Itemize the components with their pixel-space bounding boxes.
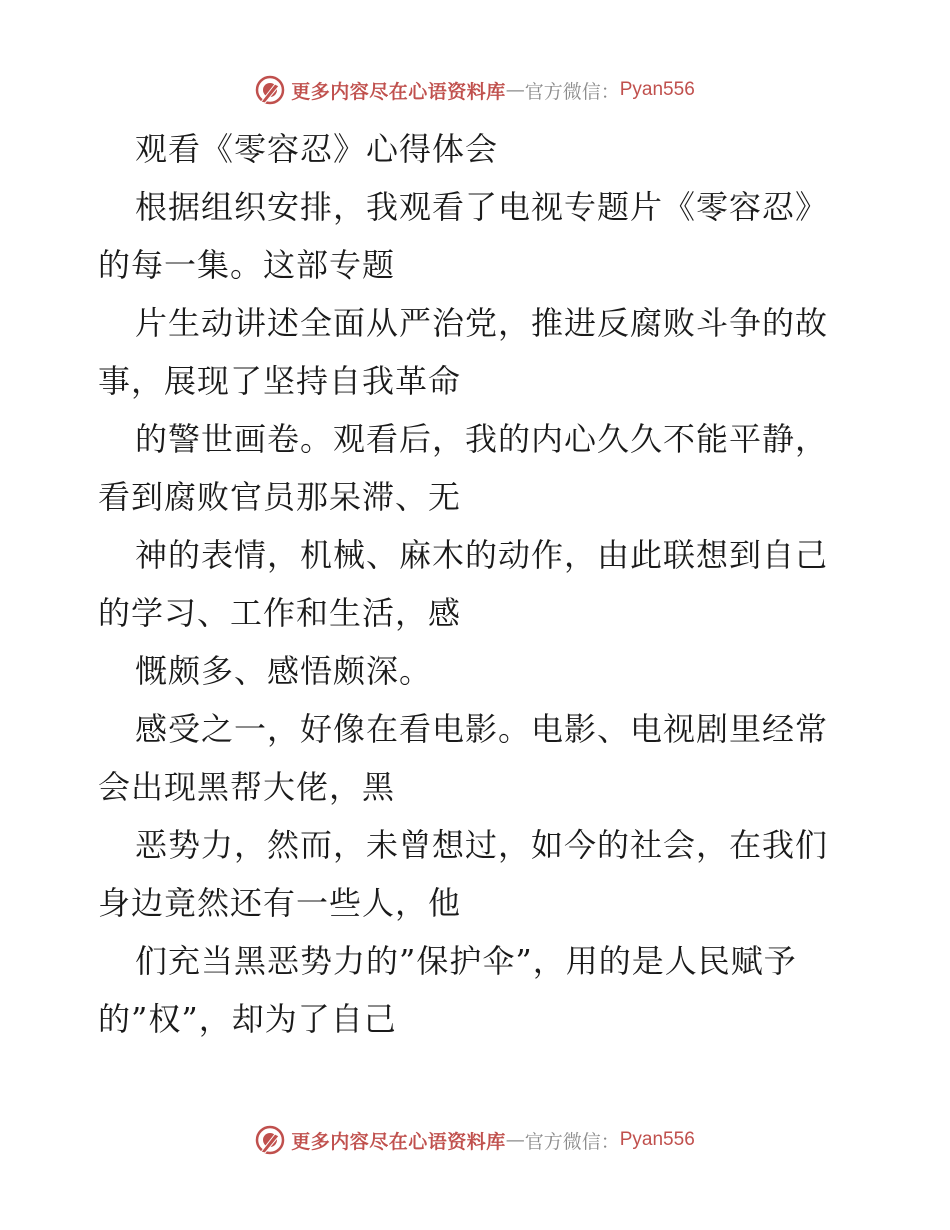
paragraph-line: 的每一集。这部专题 (98, 246, 396, 284)
paragraph-line: 感受之一，好像在看电影。电影、电视剧里经常 (135, 710, 829, 748)
paragraph-line: 事，展现了坚持自我革命 (98, 362, 462, 400)
footer-brand-text: 更多内容尽在心语资料库 (291, 1130, 506, 1153)
footer-wechat-label: 官方微信： (524, 1130, 620, 1153)
footer-wechat-id: Pyan556 (619, 1129, 695, 1150)
document-body (98, 120, 853, 1048)
paragraph-line: 片生动讲述全面从严治党，推进反腐败斗争的故 (135, 304, 829, 342)
paragraph-line: 神的表情，机械、麻木的动作，由此联想到自己 (135, 536, 829, 574)
footer-dash: — (505, 1129, 525, 1151)
header-wechat-label: 官方微信： (524, 80, 620, 103)
paragraph-line: 会出现黑帮大佬，黑 (98, 768, 396, 806)
paragraph-line: 慨颇多、感悟颇深。 (135, 652, 433, 690)
paragraph-line: 的学习、工作和生活，感 (98, 594, 462, 632)
paragraph-line: 们充当黑恶势力的”保护伞”，用的是人民赋予 (135, 942, 797, 980)
header-brand-text: 更多内容尽在心语资料库 (291, 80, 506, 103)
paragraph-line: 根据组织安排，我观看了电视专题片《零容忍》 (135, 188, 829, 226)
paragraph-line: 身边竟然还有一些人，他 (98, 884, 462, 922)
paragraph-line: 的”权”，却为了自己 (98, 1000, 397, 1038)
header-dash: — (505, 79, 525, 101)
header-wechat-id: Pyan556 (619, 79, 695, 100)
paragraph-line: 的警世画卷。观看后，我的内心久久不能平静， (135, 420, 829, 458)
pen-logo-icon (255, 1125, 285, 1155)
paragraph-line: 看到腐败官员那呆滞、无 (98, 478, 462, 516)
document-title: 观看《零容忍》心得体会 (135, 130, 499, 168)
paragraph-line: 恶势力，然而，未曾想过，如今的社会，在我们 (135, 826, 829, 864)
header-banner (0, 70, 950, 110)
footer-banner (0, 1120, 950, 1160)
pen-logo-icon (255, 75, 285, 105)
